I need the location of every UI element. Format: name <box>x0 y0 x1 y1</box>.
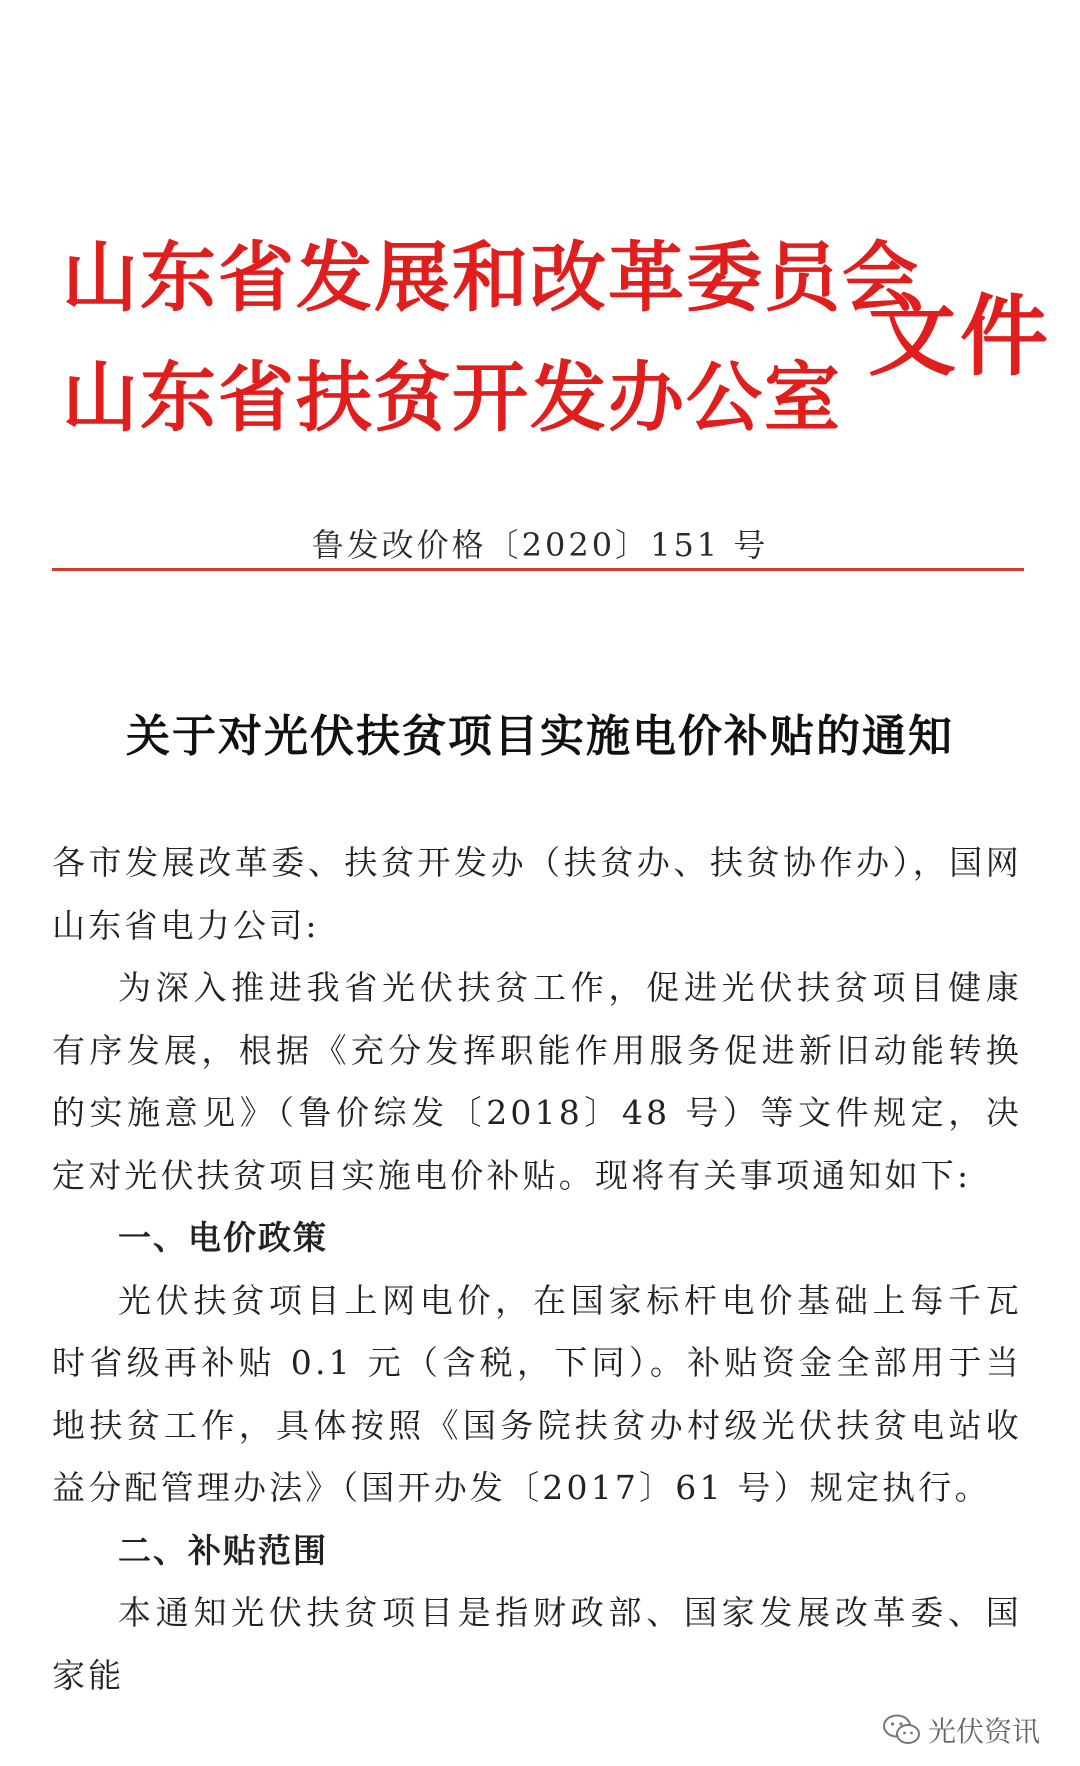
intro-paragraph: 为深入推进我省光伏扶贫工作，促进光伏扶贫项目健康有序发展，根据《充分发挥职能作用服务促进新旧动能转换的实施意见》（鲁价综发〔2018〕48 号）等文件规定，决定对光伏扶贫项目实施电价补贴。现将有关事项通知如下: <box>52 968 1022 1195</box>
recipients-paragraph: 各市发展改革委、扶贫开发办（扶贫办、扶贫协作办），国网山东省电力公司: <box>52 843 1022 945</box>
document-type-label: 文件 <box>868 284 1053 388</box>
issuing-org-2: 山东省扶贫开发办公室 <box>62 353 842 442</box>
section-1-heading: 一、电价政策 <box>118 1218 328 1257</box>
watermark-label: 光伏资讯 <box>928 1715 1041 1748</box>
document-number: 鲁发改价格〔2020〕151 号 <box>311 526 769 564</box>
issuing-org-1: 山东省发展和改革委员会 <box>62 233 920 322</box>
section-2-heading: 二、补贴范围 <box>118 1530 328 1570</box>
section-1-paragraph: 光伏扶贫项目上网电价，在国家标杆电价基础上每千瓦时省级再补贴 0.1 元（含税，下同）。补贴资金全部用于当地扶贫工作，具体按照《国务院扶贫办村级光伏扶贫电站收益分配管理办法》（国开办发〔2017〕61 号）规定执行。 <box>52 1280 1022 1507</box>
wechat-icon <box>882 1713 922 1747</box>
header-divider <box>52 568 1024 571</box>
document-header <box>0 0 1080 564</box>
document-title: 关于对光伏扶贫项目实施电价补贴的通知 <box>126 711 954 762</box>
document-body <box>52 832 1022 1707</box>
watermark <box>882 1710 1040 1750</box>
section-2-paragraph: 本通知光伏扶贫项目是指财政部、国家发展改革委、国家能 <box>52 1593 1022 1695</box>
